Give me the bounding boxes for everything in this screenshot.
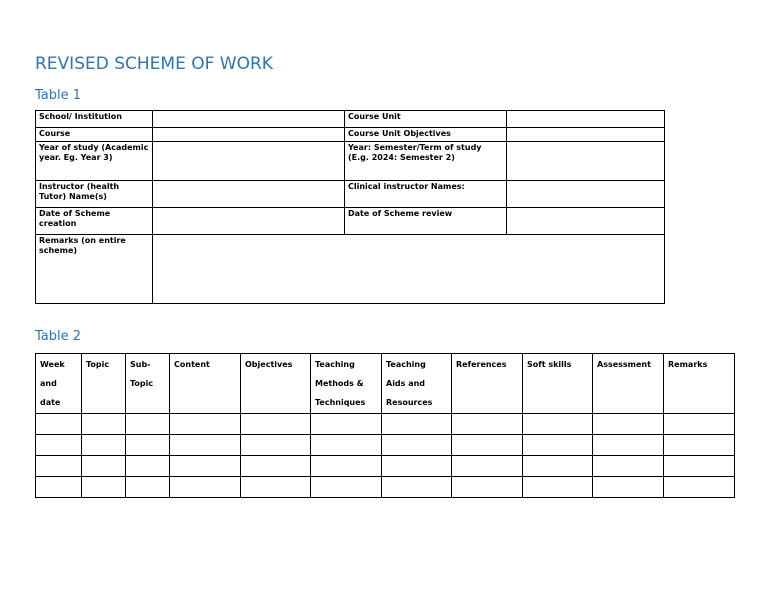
table-row: [36, 128, 665, 142]
scheme-review-date-label: Date of Scheme review: [345, 208, 507, 235]
table-row: [36, 435, 735, 456]
header-soft-skills: Soft skills: [523, 354, 593, 414]
course-unit-objectives-value[interactable]: [507, 128, 665, 142]
header-assessment: Assessment: [593, 354, 664, 414]
header-week-date: Week and date: [36, 354, 82, 414]
header-sub-topic: Sub-Topic: [126, 354, 170, 414]
remarks-label: Remarks (on entire scheme): [36, 235, 153, 304]
table-cell[interactable]: [241, 435, 311, 456]
header-teaching-aids: Teaching Aids and Resources: [382, 354, 452, 414]
table-cell[interactable]: [170, 477, 241, 498]
year-of-study-label: Year of study (Academic year. Eg. Year 3): [36, 142, 153, 181]
table-cell[interactable]: [664, 414, 735, 435]
table-cell[interactable]: [664, 477, 735, 498]
clinical-instructor-value[interactable]: [507, 181, 665, 208]
table-row: [36, 456, 735, 477]
table-cell[interactable]: [82, 477, 126, 498]
table-cell[interactable]: [82, 414, 126, 435]
weekly-plan-table: [35, 353, 735, 498]
table-cell[interactable]: [36, 414, 82, 435]
semester-term-label: Year: Semester/Term of study (E.g. 2024: Semester 2): [345, 142, 507, 181]
table-cell[interactable]: [593, 435, 664, 456]
table-cell[interactable]: [382, 477, 452, 498]
table-cell[interactable]: [593, 477, 664, 498]
school-institution-label: School/ Institution: [36, 111, 153, 128]
table2-caption: Table 2: [35, 329, 82, 344]
table-cell[interactable]: [170, 414, 241, 435]
table-cell[interactable]: [452, 414, 523, 435]
table-cell[interactable]: [311, 414, 382, 435]
course-unit-objectives-label: Course Unit Objectives: [345, 128, 507, 142]
table-cell[interactable]: [664, 435, 735, 456]
table-cell[interactable]: [523, 477, 593, 498]
table-cell[interactable]: [36, 435, 82, 456]
table-cell[interactable]: [382, 456, 452, 477]
table-cell[interactable]: [82, 435, 126, 456]
table-cell[interactable]: [593, 456, 664, 477]
table-cell[interactable]: [126, 414, 170, 435]
table-cell[interactable]: [382, 435, 452, 456]
header-remarks: Remarks: [664, 354, 735, 414]
table-cell[interactable]: [664, 456, 735, 477]
table-cell[interactable]: [36, 477, 82, 498]
table-cell[interactable]: [523, 456, 593, 477]
header-content: Content: [170, 354, 241, 414]
scheme-creation-date-label: Date of Scheme creation: [36, 208, 153, 235]
year-of-study-value[interactable]: [153, 142, 345, 181]
table-cell[interactable]: [126, 477, 170, 498]
table1-caption: Table 1: [35, 88, 82, 103]
school-institution-value[interactable]: [153, 111, 345, 128]
table-cell[interactable]: [523, 435, 593, 456]
table-row: [36, 142, 665, 181]
course-label: Course: [36, 128, 153, 142]
scheme-creation-date-value[interactable]: [153, 208, 345, 235]
semester-term-value[interactable]: [507, 142, 665, 181]
table-cell[interactable]: [452, 456, 523, 477]
table-row: [36, 111, 665, 128]
course-unit-label: Course Unit: [345, 111, 507, 128]
table-cell[interactable]: [382, 414, 452, 435]
table-cell[interactable]: [241, 477, 311, 498]
table-row: [36, 235, 665, 304]
scheme-info-table: [35, 110, 665, 304]
header-teaching-methods: Teaching Methods & Techniques: [311, 354, 382, 414]
table-cell[interactable]: [452, 435, 523, 456]
table-header-row: [36, 354, 735, 414]
instructor-names-value[interactable]: [153, 181, 345, 208]
table-cell[interactable]: [126, 435, 170, 456]
table-cell[interactable]: [452, 477, 523, 498]
table-row: [36, 477, 735, 498]
table-cell[interactable]: [126, 456, 170, 477]
table-cell[interactable]: [523, 414, 593, 435]
table-cell[interactable]: [241, 414, 311, 435]
document-title: REVISED SCHEME OF WORK: [35, 54, 273, 74]
course-value[interactable]: [153, 128, 345, 142]
table-cell[interactable]: [170, 435, 241, 456]
table-row: [36, 181, 665, 208]
table-cell[interactable]: [36, 456, 82, 477]
header-topic: Topic: [82, 354, 126, 414]
table-cell[interactable]: [593, 414, 664, 435]
header-objectives: Objectives: [241, 354, 311, 414]
table-cell[interactable]: [311, 435, 382, 456]
table-cell[interactable]: [170, 456, 241, 477]
table-cell[interactable]: [311, 477, 382, 498]
table-cell[interactable]: [241, 456, 311, 477]
table-cell[interactable]: [311, 456, 382, 477]
table-cell[interactable]: [82, 456, 126, 477]
course-unit-value[interactable]: [507, 111, 665, 128]
clinical-instructor-label: Clinical instructor Names:: [345, 181, 507, 208]
table-row: [36, 414, 735, 435]
header-references: References: [452, 354, 523, 414]
scheme-review-date-value[interactable]: [507, 208, 665, 235]
remarks-value[interactable]: [153, 235, 665, 304]
instructor-names-label: Instructor (health Tutor) Name(s): [36, 181, 153, 208]
table-row: [36, 208, 665, 235]
